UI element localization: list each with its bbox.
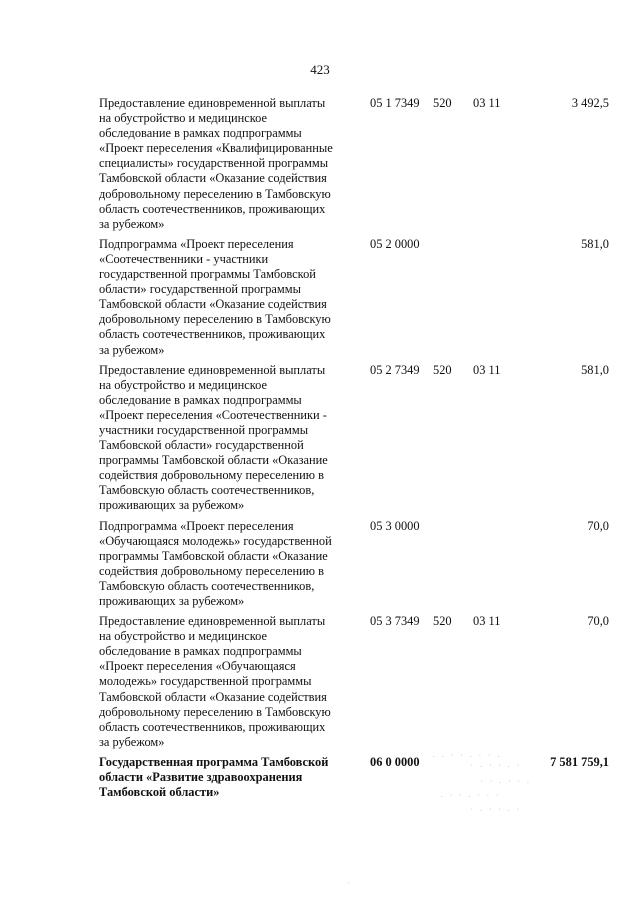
scan-artifact: · — [347, 880, 352, 887]
row-target-code: 05 3 7349 — [370, 614, 420, 629]
row-expense-type: 520 — [433, 614, 452, 629]
row-description: Подпрограмма «Проект переселения «Обучающаяся молодежь» государственной программы Тамбовской области «Оказание содействия добровольному переселению в Тамбовскую область соотечественников, проживающих за рубежом» — [99, 518, 332, 608]
table-row — [99, 614, 611, 750]
row-description: Государственная программа Тамбовской области «Развитие здравоохранения Тамбовской области» — [99, 754, 329, 800]
page-number: 423 — [310, 62, 330, 77]
scan-artifact: . . · · . · · . — [432, 752, 502, 759]
scan-artifact: · · . · · . — [480, 778, 531, 785]
row-amount: 70,0 — [587, 518, 609, 533]
row-target-code: 05 2 0000 — [370, 236, 420, 251]
table-row — [99, 237, 611, 358]
scan-artifact: . · · . · · · — [440, 792, 500, 799]
row-target-code: 05 3 0000 — [370, 518, 420, 533]
table-row — [99, 363, 611, 514]
table-row — [99, 96, 611, 232]
row-description: Подпрограмма «Проект переселения «Соотечественники - участники государственной программы Тамбовской области» государственной программы Тамбовской области «Оказание содействия добровольному переселению в Тамбовскую область соотечественников, проживающих за рубежом» — [99, 236, 331, 357]
row-description: Предоставление единовременной выплаты на обустройство и медицинское обследование в рамках подпрограммы «Проект переселения «Обучающаяся молодежь» государственной программы Тамбовской области «Оказание содействия добровольному переселению в Тамбовскую область соотечественников, проживающих за рубежом» — [99, 614, 331, 749]
table-row-bold — [99, 755, 611, 800]
row-amount: 70,0 — [587, 614, 609, 629]
row-section-code: 03 11 — [473, 96, 501, 110]
row-amount: 581,0 — [581, 362, 609, 377]
row-target-code: 05 1 7349 — [370, 96, 420, 110]
table-row — [99, 519, 611, 610]
scan-artifact: · . · · . · — [470, 762, 521, 769]
row-description: Предоставление единовременной выплаты на обустройство и медицинское обследование в рамках подпрограммы «Проект переселения «Соотечественники - участники государственной программы Тамбовской области» государственной программы Тамбовской области «Оказание содействия добровольному переселению в Тамбовскую область соотечественников, проживающих за рубежом» — [99, 362, 328, 513]
scan-artifact: · . · · . · — [470, 806, 521, 813]
row-expense-type: 520 — [433, 96, 452, 110]
budget-table — [99, 96, 611, 800]
row-amount: 7 581 759,1 — [550, 754, 609, 769]
row-section-code: 03 11 — [473, 362, 501, 377]
row-section-code: 03 11 — [473, 614, 501, 629]
row-expense-type: 520 — [433, 362, 452, 377]
row-target-code: 06 0 0000 — [370, 754, 420, 769]
row-amount: 581,0 — [581, 236, 609, 251]
row-amount: 3 492,5 — [571, 96, 609, 110]
row-description: Предоставление единовременной выплаты на обустройство и медицинское обследование в рамках подпрограммы «Проект переселения «Квалифицированные специалисты» государственной программы Тамбовской области «Оказание содействия добровольному переселению в Тамбовскую область соотечественников, проживающих за рубежом» — [99, 96, 333, 231]
row-target-code: 05 2 7349 — [370, 362, 420, 377]
